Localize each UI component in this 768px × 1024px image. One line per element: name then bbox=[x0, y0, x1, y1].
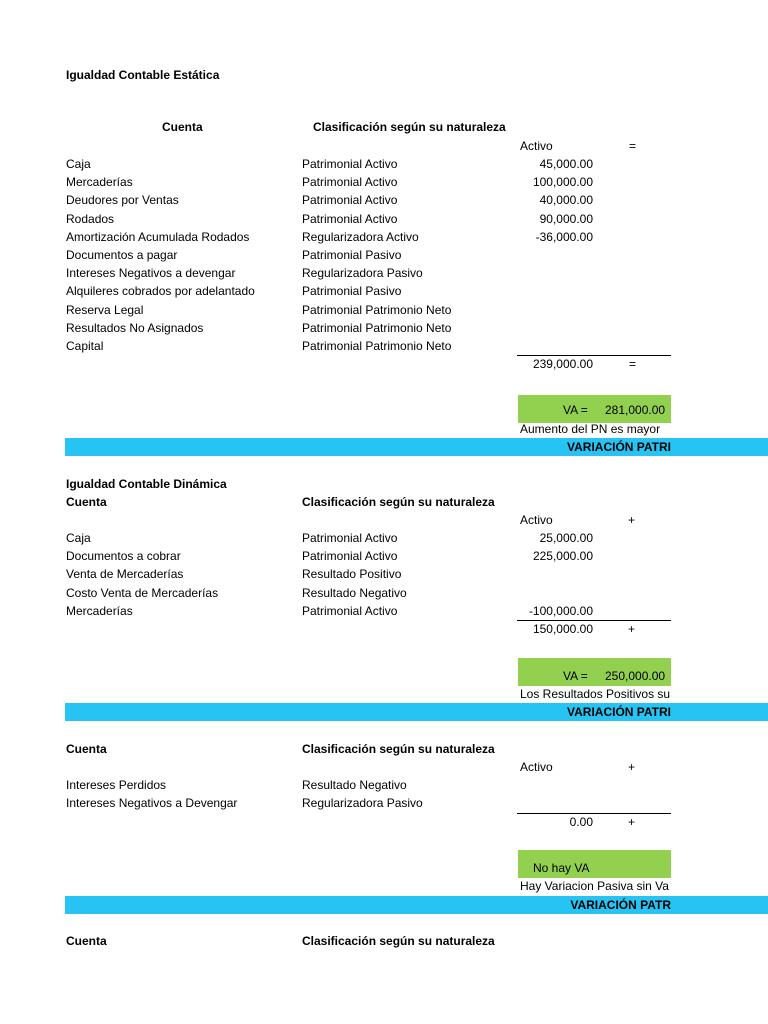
row-cuenta: Mercaderías bbox=[66, 175, 133, 190]
row-cuenta: Amortización Acumulada Rodados bbox=[66, 229, 250, 244]
s3-total-sign: + bbox=[628, 815, 636, 829]
row-activo-value: 25,000.00 bbox=[539, 531, 593, 545]
row-cuenta: Resultados No Asignados bbox=[66, 320, 204, 335]
row-cuenta: Reserva Legal bbox=[66, 302, 144, 317]
row-cuenta: Intereses Negativos a Devengar bbox=[66, 796, 238, 811]
row-clasificacion: Regularizadora Activo bbox=[302, 229, 419, 244]
row-activo-value: -100,000.00 bbox=[528, 603, 593, 618]
row-cuenta: Documentos a pagar bbox=[66, 248, 178, 262]
s2-total: 150,000.00 bbox=[532, 622, 593, 636]
s1-total-sign: = bbox=[629, 357, 637, 371]
row-clasificacion: Patrimonial Patrimonio Neto bbox=[302, 339, 452, 353]
s3-banner-text: VARIACIÓN PATR bbox=[570, 898, 671, 912]
row-cuenta: Mercaderías bbox=[66, 603, 133, 618]
s1-note: Aumento del PN es mayor bbox=[520, 422, 661, 436]
row-clasificacion: Patrimonial Activo bbox=[302, 531, 398, 545]
s2-note: Los Resultados Positivos su bbox=[520, 687, 671, 701]
s3-clasif-header: Clasificación según su naturaleza bbox=[302, 742, 495, 756]
s4-cuenta-header: Cuenta bbox=[66, 934, 107, 948]
s3-plus-header: + bbox=[628, 760, 636, 774]
s3-note: Hay Variacion Pasiva sin Va bbox=[520, 879, 669, 893]
row-activo-value: 40,000.00 bbox=[539, 193, 593, 208]
s2-total-sign: + bbox=[628, 622, 636, 636]
row-cuenta: Documentos a cobrar bbox=[66, 549, 181, 564]
row-cuenta: Costo Venta de Mercaderías bbox=[66, 585, 219, 600]
row-cuenta: Intereses Negativos a devengar bbox=[66, 266, 236, 281]
s2-va-label: VA = bbox=[563, 669, 588, 683]
row-cuenta: Caja bbox=[66, 157, 91, 171]
s1-clasif-header: Clasificación según su naturaleza bbox=[313, 120, 506, 134]
row-activo-value: 45,000.00 bbox=[539, 157, 593, 171]
row-activo-value: 225,000.00 bbox=[532, 549, 593, 564]
s2-va-box bbox=[518, 658, 671, 686]
s1-banner-text: VARIACIÓN PATRI bbox=[567, 440, 671, 454]
s2-va-value: 250,000.00 bbox=[605, 669, 666, 683]
row-cuenta: Intereses Perdidos bbox=[66, 778, 167, 792]
s3-cuenta-header: Cuenta bbox=[66, 742, 107, 756]
row-clasificacion: Patrimonial Activo bbox=[302, 175, 398, 190]
row-clasificacion: Patrimonial Patrimonio Neto bbox=[302, 320, 452, 335]
row-clasificacion: Patrimonial Pasivo bbox=[302, 284, 402, 299]
s2-cuenta-header: Cuenta bbox=[66, 495, 107, 509]
s3-va-text: No hay VA bbox=[533, 861, 590, 875]
row-cuenta: Deudores por Ventas bbox=[66, 193, 179, 208]
row-clasificacion: Resultado Negativo bbox=[302, 778, 407, 792]
row-clasificacion: Regularizadora Pasivo bbox=[302, 266, 423, 281]
s3-activo-header: Activo bbox=[520, 760, 553, 774]
s1-equals-header: = bbox=[629, 139, 637, 153]
row-clasificacion: Patrimonial Activo bbox=[302, 211, 398, 226]
row-activo-value: 90,000.00 bbox=[539, 211, 593, 226]
row-clasificacion: Patrimonial Activo bbox=[302, 157, 398, 171]
row-clasificacion: Resultado Negativo bbox=[302, 585, 407, 600]
s1-va-label: VA = bbox=[563, 403, 588, 417]
row-cuenta: Rodados bbox=[66, 211, 115, 226]
s1-cuenta-header: Cuenta bbox=[162, 120, 203, 134]
s1-va-value: 281,000.00 bbox=[605, 403, 666, 417]
s3-total: 0.00 bbox=[569, 815, 593, 829]
s1-banner bbox=[65, 438, 768, 456]
section2-title: Igualdad Contable Dinámica bbox=[66, 477, 227, 491]
s2-plus-header: + bbox=[628, 513, 636, 527]
row-clasificacion: Patrimonial Activo bbox=[302, 549, 398, 564]
row-clasificacion: Patrimonial Pasivo bbox=[302, 248, 402, 262]
section1-title: Igualdad Contable Estática bbox=[66, 68, 220, 82]
row-cuenta: Capital bbox=[66, 339, 104, 353]
s2-banner bbox=[65, 703, 768, 721]
s2-clasif-header: Clasificación según su naturaleza bbox=[302, 495, 495, 509]
s1-total: 239,000.00 bbox=[532, 357, 593, 371]
s1-activo-header: Activo bbox=[520, 139, 553, 153]
s3-va-box bbox=[518, 850, 671, 878]
row-clasificacion: Resultado Positivo bbox=[302, 567, 402, 582]
row-clasificacion: Patrimonial Activo bbox=[302, 603, 398, 618]
row-cuenta: Caja bbox=[66, 531, 91, 545]
s1-va-box bbox=[518, 395, 671, 423]
row-cuenta: Venta de Mercaderías bbox=[66, 567, 184, 582]
row-clasificacion: Patrimonial Patrimonio Neto bbox=[302, 302, 452, 317]
row-activo-value: -36,000.00 bbox=[535, 229, 593, 244]
s2-activo-header: Activo bbox=[520, 513, 553, 527]
row-cuenta: Alquileres cobrados por adelantado bbox=[66, 284, 255, 299]
row-activo-value: 100,000.00 bbox=[532, 175, 593, 190]
row-clasificacion: Regularizadora Pasivo bbox=[302, 796, 423, 811]
s3-banner bbox=[65, 896, 768, 914]
s4-clasif-header: Clasificación según su naturaleza bbox=[302, 934, 495, 948]
s2-banner-text: VARIACIÓN PATRI bbox=[567, 705, 671, 719]
row-clasificacion: Patrimonial Activo bbox=[302, 193, 398, 208]
